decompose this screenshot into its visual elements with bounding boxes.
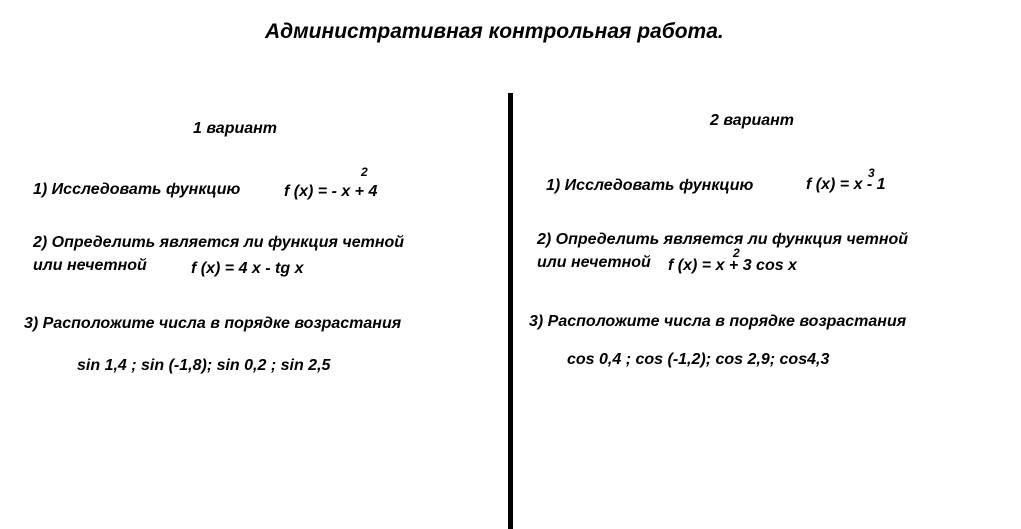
variant-2-task-3-text: 3) Расположите числа в порядке возрастания (529, 313, 907, 330)
column-divider (508, 93, 513, 529)
variant-1-task-1-text: 1) Исследовать функцию (33, 181, 241, 198)
variant-1-task-2-line-2: или нечетной (33, 257, 147, 274)
variant-2-task-2-exponent: 2 (733, 246, 740, 260)
variant-2-task-2-formula: f (x) = x + 3 cos x (668, 257, 797, 274)
variant-2-task-1-formula: f (x) = x - 1 (806, 176, 886, 193)
variant-2-task-3-numbers: cos 0,4 ; cos (-1,2); cos 2,9; cos4,3 (567, 351, 830, 368)
variant-2-task-2-line-2: или нечетной (537, 254, 651, 271)
variant-1-task-1-exponent: 2 (361, 165, 368, 179)
variant-1-task-3-text: 3) Расположите числа в порядке возрастания (24, 315, 402, 332)
variant-1-task-2-line-1: 2) Определить является ли функция четной (33, 234, 405, 251)
variant-2-task-2-line-1: 2) Определить является ли функция четной (537, 231, 909, 248)
variant-2-task-1-exponent: 3 (868, 166, 875, 180)
variant-2-heading: 2 вариант (710, 112, 795, 129)
page-title: Административная контрольная работа. (265, 20, 724, 43)
variant-1-heading: 1 вариант (193, 120, 278, 137)
variant-1-task-1-formula: f (x) = - x + 4 (284, 183, 378, 200)
variant-1-task-2-formula: f (x) = 4 x - tg x (191, 260, 304, 277)
variant-2-task-1-text: 1) Исследовать функцию (546, 177, 754, 194)
variant-1-task-3-numbers: sin 1,4 ; sin (-1,8); sin 0,2 ; sin 2,5 (77, 357, 331, 374)
